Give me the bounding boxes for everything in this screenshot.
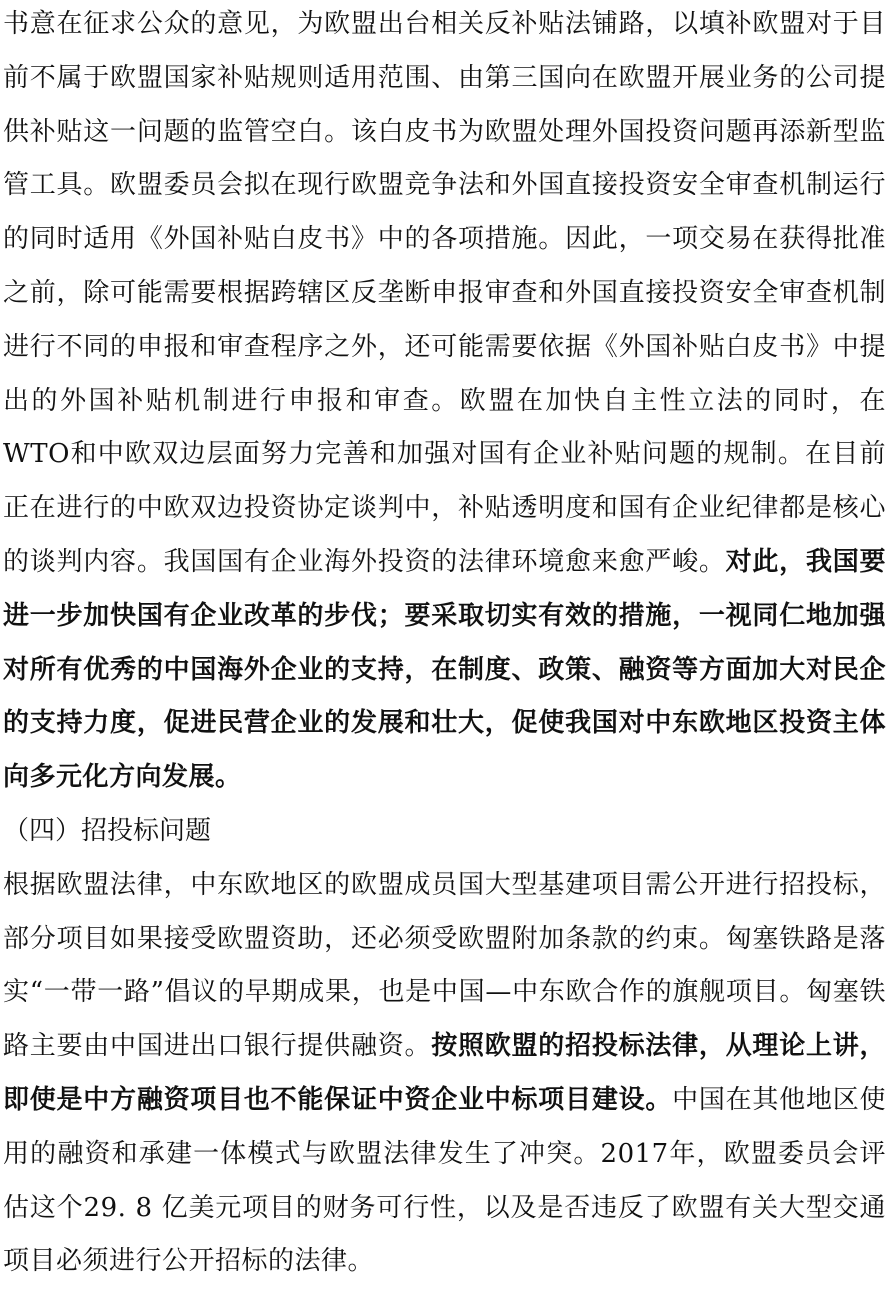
body-paragraph-2 xyxy=(3,859,886,1289)
section-heading-4: （四）招投标问题 xyxy=(3,815,212,846)
paragraph-1-bold-text: 对此，我国要进一步加快国有企业改革的步伐；要采取切实有效的措施，一视同仁地加强对所有优秀的中国海外企业的支持，在制度、政策、融资等方面加大对民企的支持力度，促进民营企业的发展和壮大，促使我国对中东欧地区投资主体向多元化方向发展。 xyxy=(3,546,886,793)
paragraph-2-bold-text: 按照欧盟的招投标法律，从理论上讲，即使是中方融资项目也不能保证中资企业中标项目建设。 xyxy=(3,1031,886,1115)
body-paragraph-1 xyxy=(3,0,886,805)
paragraph-1-text: 书意在征求公众的意见，为欧盟出台相关反补贴法铺路，以填补欧盟对于目前不属于欧盟国家补贴规则适用范围、由第三国向在欧盟开展业务的公司提供补贴这一问题的监管空白。该白皮书为欧盟处理外国投资问题再添新型监管工具。欧盟委员会拟在现行欧盟竞争法和外国直接投资安全审查机制运行的同时适用《外国补贴白皮书》中的各项措施。因此，一项交易在获得批准之前，除可能需要根据跨辖区反垄断申报审查和外国直接投资安全审查机制进行不同的申报和审查程序之外，还可能需要依据《外国补贴白皮书》中提出的外国补贴机制进行申报和审查。欧盟在加快自主性立法的同时，在WTO和中欧双边层面努力完善和加强对国有企业补贴问题的规制。在目前正在进行的中欧双边投资协定谈判中，补贴透明度和国有企业纪律都是核心的谈判内容。我国国有企业海外投资的法律环境愈来愈严峻。 xyxy=(3,9,886,577)
paragraph-2-text-b: 中国在其他地区使用的融资和承建一体模式与欧盟法律发生了冲突。2017年，欧盟委员会评估这个29. 8 亿美元项目的财务可行性，以及是否违反了欧盟有关大型交通项目必须进行公开招标的法律。 xyxy=(3,1084,886,1277)
paragraph-2-text-a: 根据欧盟法律，中东欧地区的欧盟成员国大型基建项目需公开进行招投标，部分项目如果接受欧盟资助，还必须受欧盟附加条款的约束。匈塞铁路是落实“一带一路”倡议的早期成果，也是中国—中东欧合作的旗舰项目。匈塞铁路主要由中国进出口银行提供融资。 xyxy=(3,869,886,1062)
